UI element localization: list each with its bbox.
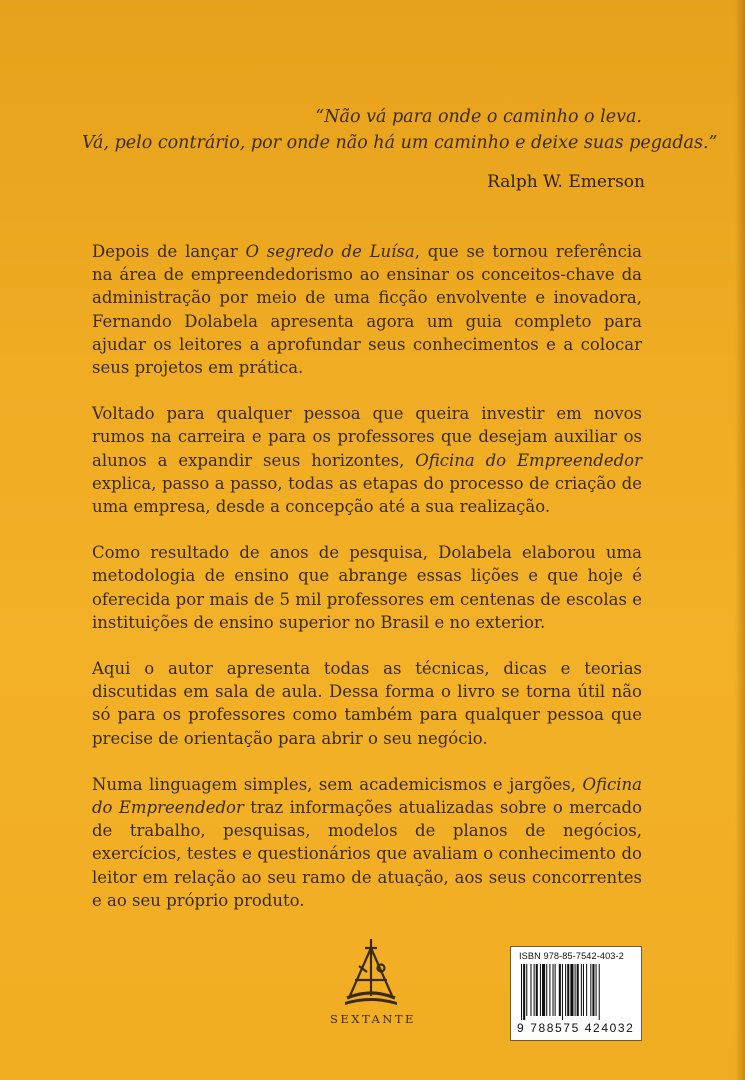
book-title-italic: Oficina do Empreendedor — [92, 774, 642, 818]
epigraph-author: Ralph W. Emerson — [487, 172, 645, 192]
publisher-logo — [330, 936, 416, 1036]
paragraph-1 — [92, 240, 642, 379]
blurb — [92, 240, 642, 935]
text-span: Numa linguagem simples, sem academicismos e jargões, — [92, 774, 583, 794]
epigraph-line-2: Vá, pelo contrário, por onde não há um caminho e deixe suas pegadas.” — [82, 133, 718, 153]
spine-edge — [735, 0, 745, 1080]
book-title-italic: Oficina do Empreendedor — [415, 450, 642, 470]
paragraph-3: Como resultado de anos de pesquisa, Dolabela elaborou uma metodologia de ensino que abrange essas lições e que hoje é oferecida por mais de 5 mil professores em centenas de escolas e instituições de ensino superior no Brasil e no exterior. — [92, 543, 642, 632]
ean-digits: 9 788575 424032 — [517, 1021, 635, 1035]
text-span: , que se tornou referência na área de empreendedorismo ao ensinar os conceitos-chave da administração por meio de uma ficção envolvente e inovadora, Fernando Dolabela apresenta agora um guia completo para ajudar os leitores a aprofundar seus conhecimentos e a colocar seus projetos em prática. — [92, 242, 642, 378]
barcode-label — [510, 946, 642, 1041]
book-title-italic: O segredo de Luísa — [245, 242, 415, 261]
paragraph-5 — [92, 773, 642, 912]
paragraph-4: Aqui o autor apresenta todas as técnicas, dicas e teorias discutidas em sala de aula. Dessa forma o livro se torna útil não só para os professores como também para qualquer pessoa que precise de orientação para abrir o seu negócio. — [92, 659, 642, 748]
sextant-icon — [341, 936, 401, 1008]
barcode-bars — [519, 964, 633, 1020]
text-span: Voltado para qualquer pessoa que queira investir em novos rumos na carreira e para os professores que desejam auxiliar os alunos a expandir seus horizontes, — [92, 404, 642, 470]
text-span: traz informações atualizadas sobre o mercado de trabalho, pesquisas, modelos de planos de negócios, exercícios, testes e questionários que avaliam o conhecimento do leitor em relação ao seu ramo de atuação, aos seus concorrentes e ao seu próprio produto. — [92, 798, 643, 910]
text-span: Depois de lançar — [92, 242, 246, 261]
text-span: explica, passo a passo, todas as etapas do processo de criação de uma empresa, desde a concepção até a sua realização. — [92, 473, 642, 517]
epigraph-line-1: “Não vá para onde o caminho o leva. — [315, 107, 642, 127]
isbn-text: ISBN 978-85-7542-403-2 — [519, 951, 624, 961]
epigraph-quote — [82, 104, 718, 156]
publisher-name: SEXTANTE — [330, 1012, 416, 1026]
paragraph-2 — [92, 402, 642, 518]
